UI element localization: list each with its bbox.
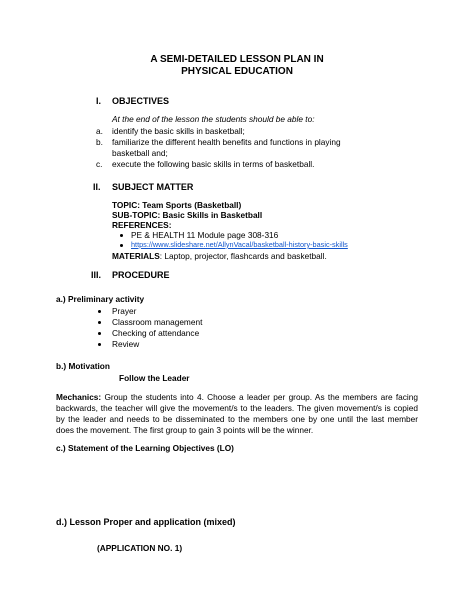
bullet-icon	[98, 306, 101, 316]
section-number-procedure: III.	[91, 270, 102, 280]
topic: TOPIC: Team Sports (Basketball)	[112, 200, 242, 210]
mechanics-text: Group the students into 4. Choose a leader per group. As the members are facing backwards, the teacher will give the movement/s to the leaders. The given movement/s is copied by the leader and needs to be disseminated to the members one by one until the last member does the movement. The first group to gain 3 points will be the winner.	[56, 392, 418, 435]
learning-objectives-heading: c.) Statement of the Learning Objectives (LO)	[56, 443, 234, 453]
objective-item: familiarize the different health benefits and functions in playing	[112, 137, 341, 147]
reference-item: PE & HEALTH 11 Module page 308-316	[131, 230, 279, 240]
section-number-objectives: I.	[96, 96, 102, 106]
objective-letter: c.	[96, 159, 103, 169]
references-label: REFERENCES:	[112, 220, 172, 230]
section-heading-subject-matter: SUBJECT MATTER	[112, 182, 194, 192]
materials-text: : Laptop, projector, flashcards and basketball.	[159, 251, 327, 261]
section-number-subject-matter: II.	[93, 182, 101, 192]
bullet-icon	[98, 328, 101, 338]
section-heading-objectives: OBJECTIVES	[112, 96, 170, 106]
materials-label: MATERIALS	[112, 251, 160, 261]
objective-letter: a.	[96, 126, 103, 136]
reference-link[interactable]: https://www.slideshare.net/AllynVacal/basketball-history-basic-skills	[131, 240, 348, 249]
document-title-line2: PHYSICAL EDUCATION	[181, 66, 293, 77]
objective-item-continued: basketball and;	[112, 148, 168, 158]
document-title-line1: A SEMI-DETAILED LESSON PLAN IN	[150, 54, 324, 65]
preliminary-item: Checking of attendance	[112, 328, 200, 338]
preliminary-item: Prayer	[112, 306, 137, 316]
motivation-title: Follow the Leader	[119, 373, 190, 383]
section-heading-procedure: PROCEDURE	[112, 270, 170, 280]
objective-item: identify the basic skills in basketball;	[112, 126, 245, 136]
application-label: (APPLICATION NO. 1)	[97, 543, 183, 553]
preliminary-item: Classroom management	[112, 317, 203, 327]
bullet-icon	[120, 240, 123, 250]
bullet-icon	[120, 230, 123, 240]
bullet-icon	[98, 317, 101, 327]
subtopic: SUB-TOPIC: Basic Skills in Basketball	[112, 210, 263, 220]
materials-line	[112, 251, 327, 261]
mechanics-paragraph	[56, 392, 418, 436]
objective-item: execute the following basic skills in terms of basketball.	[112, 159, 315, 169]
mechanics-label: Mechanics:	[56, 392, 102, 402]
objective-letter: b.	[96, 137, 103, 147]
lesson-proper-heading: d.) Lesson Proper and application (mixed)	[56, 517, 236, 527]
bullet-icon	[98, 339, 101, 349]
preliminary-activity-heading: a.) Preliminary activity	[56, 294, 145, 304]
preliminary-item: Review	[112, 339, 140, 349]
motivation-heading: b.) Motivation	[56, 361, 110, 371]
objectives-intro: At the end of the lesson the students should be able to:	[112, 114, 315, 124]
